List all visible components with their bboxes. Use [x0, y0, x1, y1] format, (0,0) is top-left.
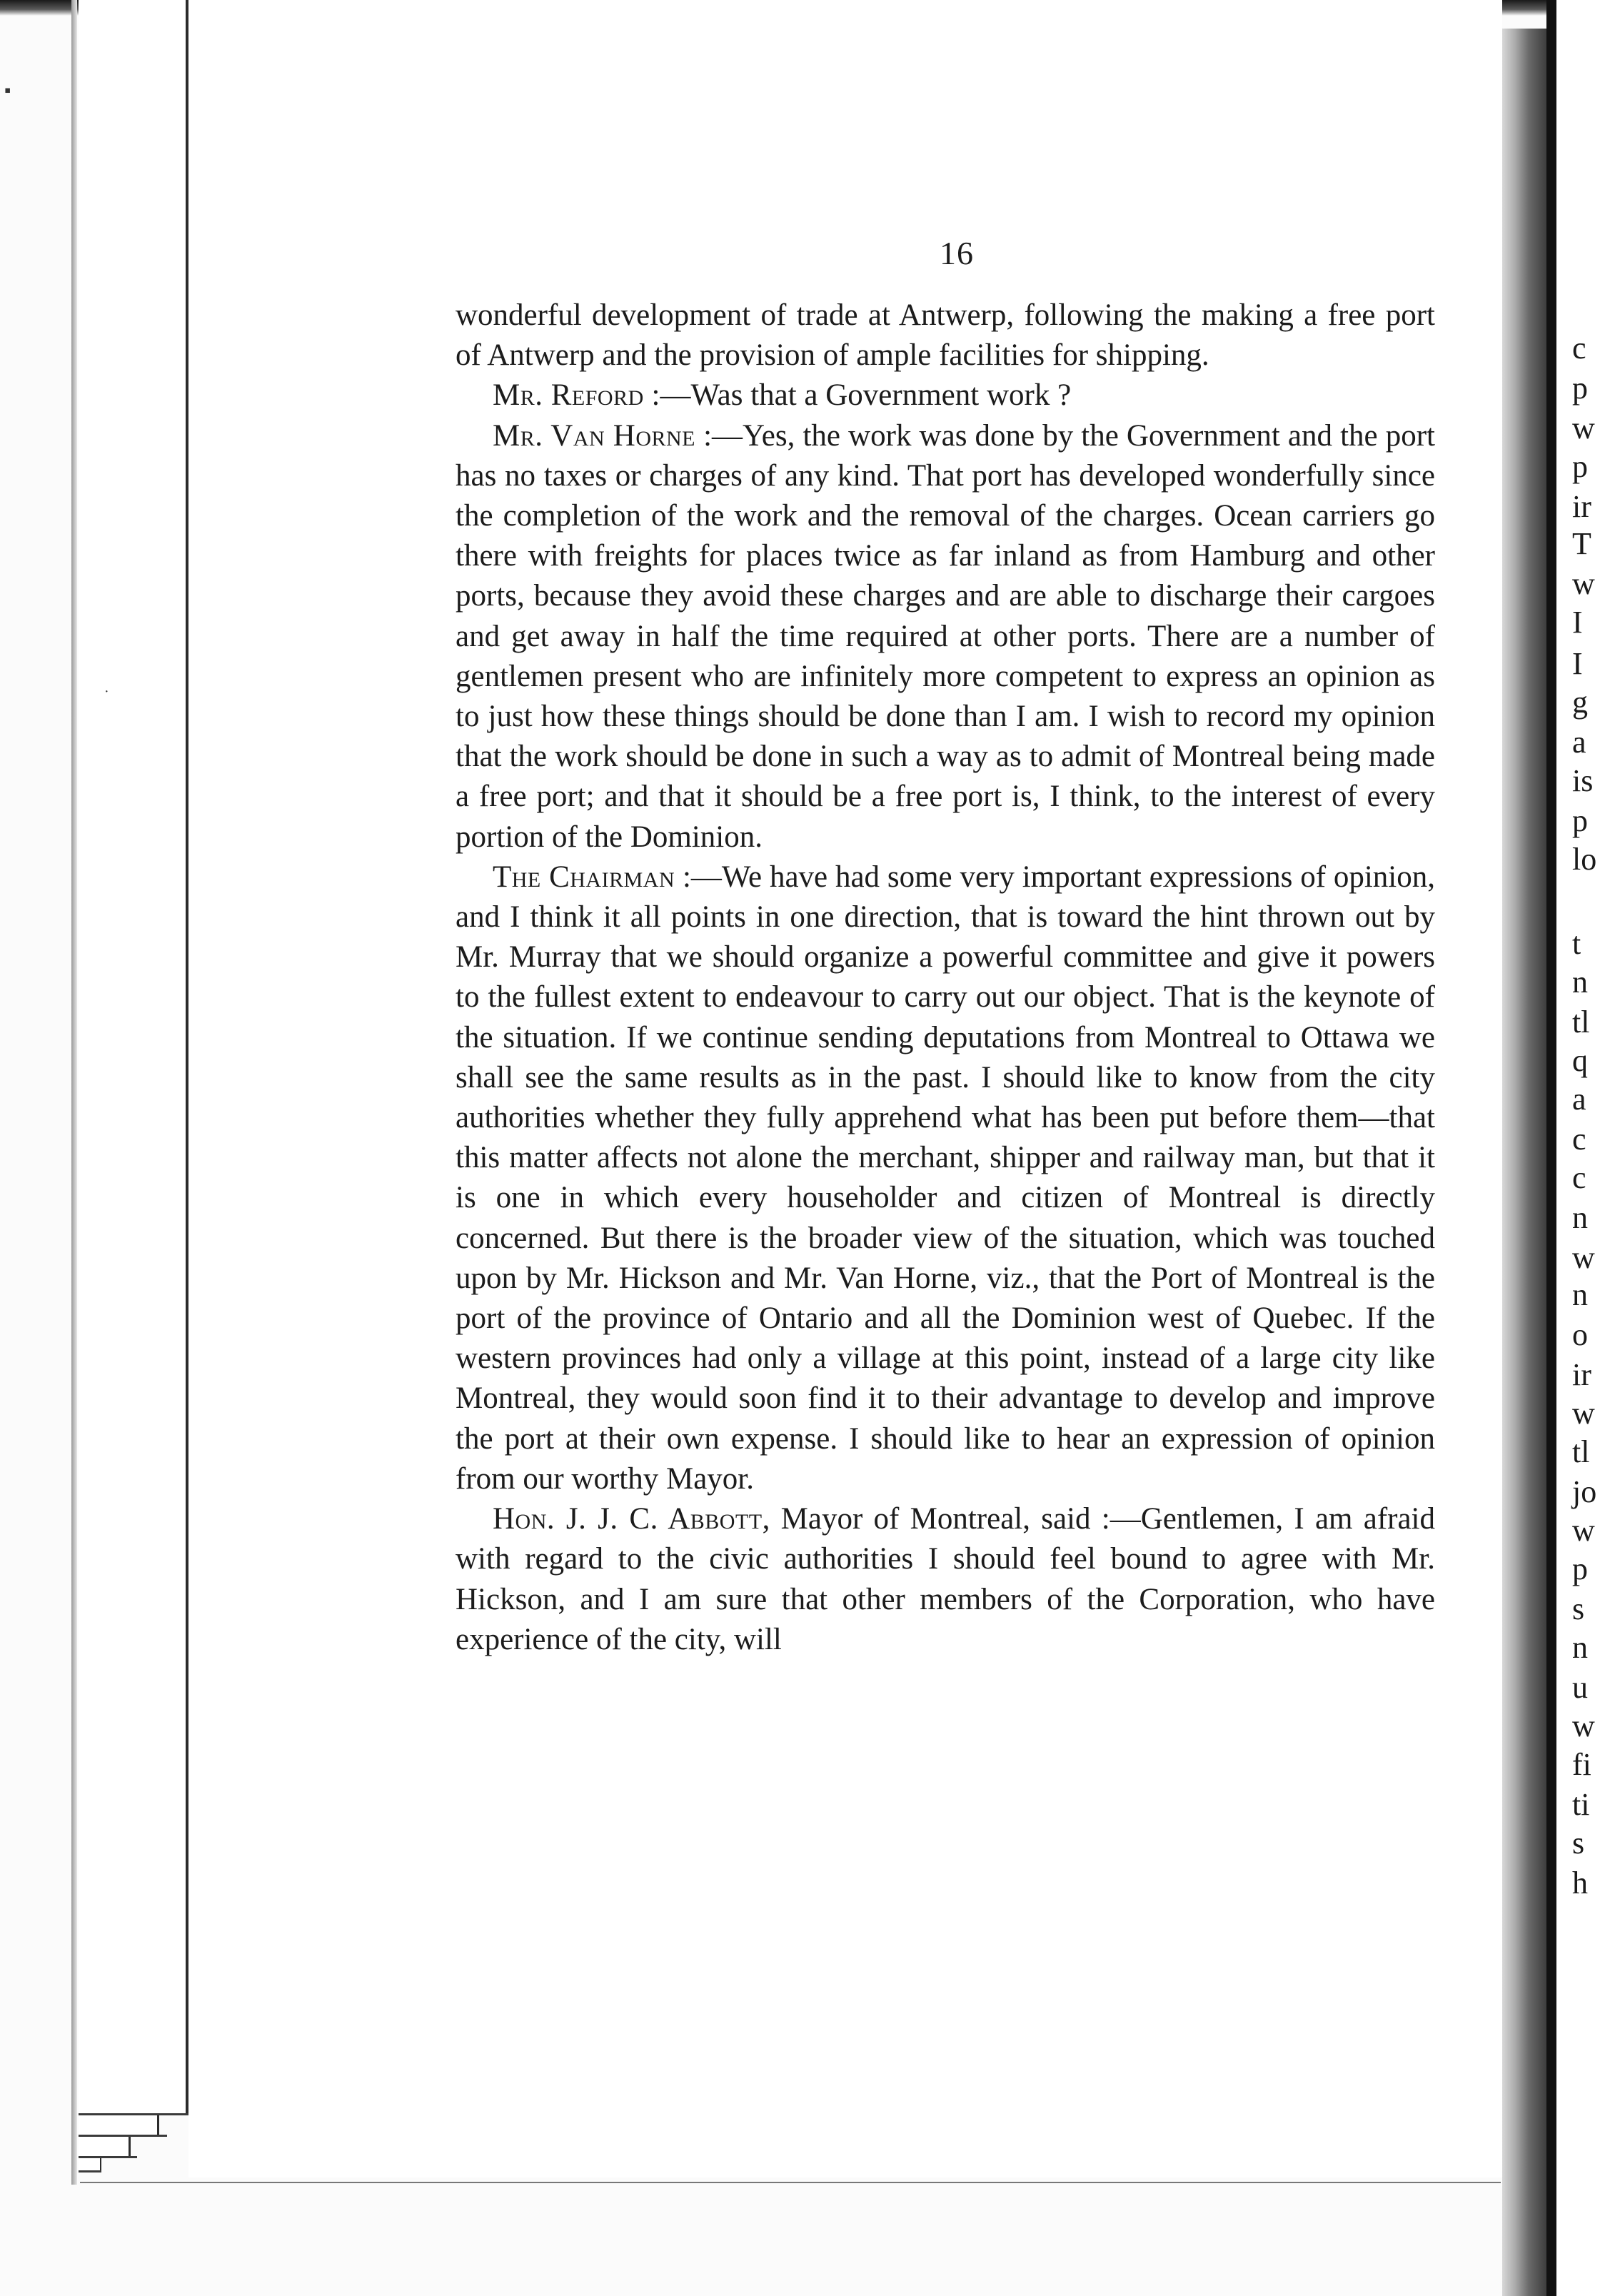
paragraph-text: :—We have had some very important expressions of opinion, and I think it all points in one direction, that is toward the hint thrown out by Mr. Murray that we should organize a powerful committee and give it powers to the fullest extent to endeavour to carry out our object. That is the keynote of the situation. If we continue sending deputations from Montreal to Ottawa we shall see the same results as in the past. I should like to know from the city authorities whether they fully apprehend what has been put before them—that this matter affects not alone the merchant, shipper and railway man, but that it is one in which every householder and citizen of Montreal is directly concerned. But there is the broader view of the situation, which was touched upon by Mr. Hickson and Mr. Van Horne, viz., that the Port of Montreal is the port of the province of Ontario and all the Dominion west of Quebec. If the western provinces had only a village at this point, instead of a large city like Montreal, they would soon find it to their advantage to develop and improve the port at their own expense. I should like to hear an expression of opinion from our worthy Mayor.: [456, 860, 1435, 1496]
page-bottom-edge: [80, 2182, 1501, 2183]
facing-page-fragment: fi: [1572, 1747, 1591, 1782]
paragraph-text: wonderful development of trade at Antwerp, following the making a free port of Antwerp and the provision of ample facilities for shipping.: [456, 298, 1435, 373]
facing-page-fragment: w: [1572, 1396, 1595, 1431]
facing-page-fragment: n: [1572, 1277, 1588, 1312]
facing-page-fragment: w: [1572, 1708, 1595, 1743]
facing-page: [1556, 0, 1605, 2296]
facing-page-fragment: c: [1572, 331, 1586, 366]
speaker-name: The Chairman: [493, 860, 675, 894]
facing-page-fragment: n: [1572, 1630, 1588, 1665]
facing-page-fragment: p: [1572, 449, 1588, 484]
facing-page-fragment: p: [1572, 803, 1588, 838]
facing-page-fragment: q: [1572, 1043, 1588, 1078]
paragraph: [456, 857, 1435, 1499]
facing-page-fragment: g: [1572, 685, 1588, 720]
page-edge: [129, 0, 159, 2135]
facing-page-fragment: p: [1572, 371, 1588, 406]
facing-page-fragment: c: [1572, 1160, 1586, 1195]
page-edge: [100, 0, 131, 2156]
facing-page-fragment: w: [1572, 1513, 1595, 1548]
facing-page-fragment: c: [1572, 1122, 1586, 1157]
facing-page-fragment: is: [1572, 763, 1594, 798]
facing-page-fragment: w: [1572, 1240, 1595, 1275]
facing-page-fragment: s: [1572, 1826, 1585, 1861]
facing-page-fragment: I: [1572, 605, 1583, 640]
paragraph-text: , Mayor of Montreal, said :—Gentlemen, I am afraid with regard to the civic authorities I should feel bound to agree with Mr. Hickson, and I am sure that other members of the Corporation, who have experience of the city, will: [456, 1502, 1435, 1656]
facing-page-fragment: ti: [1572, 1787, 1590, 1822]
book-gutter-shadow: [1502, 29, 1546, 2296]
scan-speck: ▪: [4, 80, 11, 101]
facing-page-fragment: tl: [1572, 1434, 1590, 1469]
facing-page-fragment: n: [1572, 1200, 1588, 1235]
speaker-name: Mr. Van Horne: [493, 418, 696, 453]
facing-page-fragment: o: [1572, 1317, 1588, 1352]
book-left-spine: [71, 0, 77, 2185]
speaker-name: Mr. Reford: [493, 378, 644, 413]
speaker-name: Hon. J. J. C. Abbott: [493, 1502, 763, 1536]
facing-page-fragment: ir: [1572, 1357, 1591, 1392]
paragraph-text: :—Was that a Government work ?: [651, 378, 1072, 413]
page-edge: [157, 0, 188, 2113]
page-edge-bottom: [79, 2170, 101, 2172]
facing-page-fragment: w: [1572, 566, 1595, 601]
body-text: [456, 296, 1435, 1660]
paragraph-text: :—Yes, the work was done by the Government and the port has no taxes or charges of any kind. That port has developed wonderfully since the completion of the work and the removal of the charges. Ocean carriers go there with freights for places twice as far inland as from Hamburg and other ports, because they avoid these charges and are able to discharge their cargoes and get away in half the time required at other ports. There are a number of gentlemen present who are infinitely more competent to express an opinion as to just how these things should be done than I am. I wish to record my opinion that the work should be done in such a way as to admit of Montreal being made a free port; and that it should be a free port is, I think, to the interest of every portion of the Dominion.: [456, 418, 1436, 854]
paragraph: [456, 1499, 1435, 1660]
facing-page-fragment: a: [1572, 725, 1586, 760]
facing-page-fragment: a: [1572, 1082, 1586, 1117]
facing-page-fragment: s: [1572, 1591, 1585, 1626]
facing-page-fragment: n: [1572, 965, 1588, 1000]
paragraph: [456, 416, 1435, 857]
page-edge-bottom: [79, 2156, 137, 2158]
book-gutter: [1546, 0, 1556, 2296]
facing-page-fragment: u: [1572, 1670, 1588, 1705]
facing-page-fragment: lo: [1572, 842, 1597, 877]
page-edge: [79, 0, 101, 2170]
facing-page-fragment: I: [1572, 646, 1583, 681]
facing-page-fragment: t: [1572, 926, 1581, 961]
page-number: 16: [940, 235, 974, 271]
page-edge-bottom: [79, 2135, 167, 2137]
paragraph: [456, 296, 1435, 376]
facing-page-fragment: h: [1572, 1866, 1588, 1900]
paragraph: [456, 376, 1435, 416]
scan-speck: ·: [104, 684, 109, 700]
facing-page-fragment: ir: [1572, 489, 1591, 524]
facing-page-fragment: jo: [1572, 1474, 1597, 1509]
facing-page-fragment: T: [1572, 526, 1591, 561]
facing-page-fragment: tl: [1572, 1004, 1590, 1039]
facing-page-fragment: w: [1572, 411, 1595, 445]
page-edge-bottom: [79, 2113, 190, 2115]
facing-page-fragment: p: [1572, 1551, 1588, 1586]
